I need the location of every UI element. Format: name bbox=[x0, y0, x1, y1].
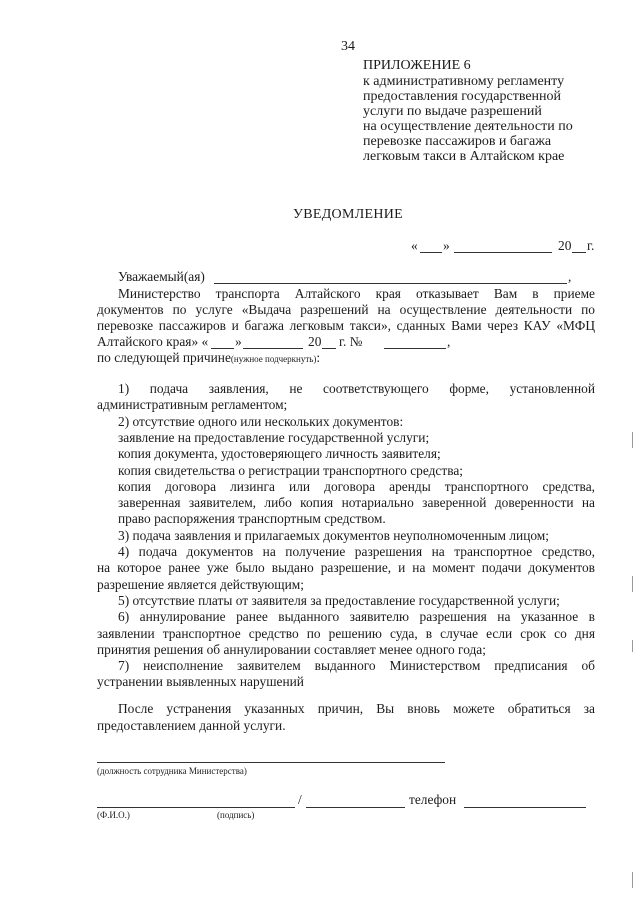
date-year-suffix: г. bbox=[587, 238, 595, 253]
reason-line: копия документа, удостоверяющего личность заявителя; bbox=[118, 446, 441, 462]
intro-month-blank[interactable] bbox=[243, 348, 303, 349]
scan-mark bbox=[632, 432, 633, 448]
position-blank[interactable] bbox=[97, 762, 445, 763]
reason-line: 6) аннулирование ранее выданного заявителю разрешения на указанное в bbox=[118, 609, 595, 625]
scan-mark bbox=[632, 640, 633, 652]
reason-line: право распоряжения транспортным средством. bbox=[118, 511, 386, 527]
appendix-line: легковым такси в Алтайском крае bbox=[363, 149, 565, 164]
intro-number-blank[interactable] bbox=[384, 348, 446, 349]
appendix-line: перевозке пассажиров и багажа bbox=[363, 134, 552, 149]
reason-line bbox=[97, 350, 320, 367]
date-year-prefix: 20 bbox=[558, 238, 572, 253]
reason-line: копия свидетельства о регистрации транспортного средства; bbox=[118, 462, 464, 478]
scan-mark bbox=[632, 872, 633, 888]
reason-line: заявление на предоставление государственной услуги; bbox=[118, 429, 430, 445]
reason-line: разрешение является действующим; bbox=[97, 576, 304, 592]
intro-date-end: , bbox=[447, 334, 451, 349]
reason-line: заверенная заявителем, либо копия нотариально заверенной доверенности на bbox=[118, 495, 595, 511]
greeting-end: , bbox=[568, 269, 572, 284]
intro-date-number-label: г. № bbox=[339, 334, 363, 349]
date-year-blank[interactable] bbox=[572, 252, 586, 253]
reason-line: устранении выявленных нарушений bbox=[97, 674, 304, 690]
date-open-quote: « bbox=[411, 238, 418, 253]
position-label: (должность сотрудника Министерства) bbox=[97, 766, 247, 776]
reason-line: копия договора лизинга или договора аренды транспортного средства, bbox=[118, 478, 595, 494]
appendix-block bbox=[363, 58, 573, 164]
reason-line: принятия решения об аннулировании составляет менее одного года; bbox=[97, 641, 486, 657]
reason-line: 5) отсутствие платы от заявителя за предоставление государственной услуги; bbox=[118, 592, 560, 608]
intro-year-blank[interactable] bbox=[322, 348, 336, 349]
intro-line: документов по услуге «Выдача разрешений на осуществление деятельности по bbox=[97, 302, 595, 317]
page-number: 34 bbox=[341, 39, 355, 54]
document-heading: УВЕДОМЛЕНИЕ bbox=[293, 207, 404, 222]
fio-label: (Ф.И.О.) bbox=[97, 810, 130, 820]
reason-line: административным регламентом; bbox=[97, 397, 288, 413]
appendix-line: к административному регламенту bbox=[363, 74, 565, 89]
intro-day-blank[interactable] bbox=[211, 348, 234, 349]
reason-note: (нужное подчеркнуть) bbox=[230, 354, 317, 364]
sign-label: (подпись) bbox=[217, 810, 255, 820]
intro-line: Министерство транспорта Алтайского края отказывает Вам в приеме bbox=[118, 286, 595, 301]
date-day-blank[interactable] bbox=[420, 252, 442, 253]
closing-line: предоставлением данной услуги. bbox=[97, 717, 286, 733]
date-month-blank[interactable] bbox=[454, 252, 552, 253]
closing-line: После устранения указанных причин, Вы вновь можете обратиться за bbox=[118, 701, 595, 716]
reason-line: 3) подача заявления и прилагаемых документов неуполномоченным лицом; bbox=[118, 527, 549, 543]
reason-line: 2) отсутствие одного или нескольких документов: bbox=[118, 413, 404, 429]
greeting-label: Уважаемый(ая) bbox=[118, 269, 205, 284]
intro-line: перевозке пассажиров и багажа легковым такси», сданных Вами через КАУ «МФЦ bbox=[97, 318, 595, 333]
date-close-quote: » bbox=[443, 238, 450, 253]
scan-mark bbox=[632, 576, 633, 592]
appendix-title: ПРИЛОЖЕНИЕ 6 bbox=[363, 58, 471, 73]
appendix-line: предоставления государственной bbox=[363, 89, 562, 104]
reason-line: заявлении транспортное средство по решению суда, в случае если срок со дня bbox=[97, 625, 595, 641]
phone-label: телефон bbox=[409, 792, 457, 807]
fio-blank[interactable] bbox=[306, 807, 405, 808]
signature-slash: / bbox=[298, 792, 302, 807]
appendix-line: услуги по выдаче разрешений bbox=[363, 104, 542, 119]
reason-line: 1) подача заявления, не соответствующего форме, установленной bbox=[118, 381, 595, 396]
reason-text: по следующей причине bbox=[97, 350, 231, 365]
appendix-line: на осуществление деятельности по bbox=[363, 119, 573, 134]
reason-line: на которое ранее уже было выдано разрешение, и на момент подачи документов bbox=[97, 560, 595, 576]
addressee-blank[interactable] bbox=[214, 283, 567, 284]
intro-date-quote: » bbox=[235, 334, 242, 349]
reason-line: 4) подача документов на получение разрешения на транспортное средство, bbox=[118, 544, 595, 559]
intro-date-prefix: Алтайского края» « bbox=[97, 334, 209, 349]
signature-blank[interactable] bbox=[97, 807, 295, 808]
intro-date-year: 20 bbox=[308, 334, 322, 349]
phone-blank[interactable] bbox=[464, 807, 586, 808]
reason-end: : bbox=[316, 350, 321, 365]
reason-line: 7) неисполнение заявителем выданного Министерством предписания об bbox=[118, 658, 595, 674]
